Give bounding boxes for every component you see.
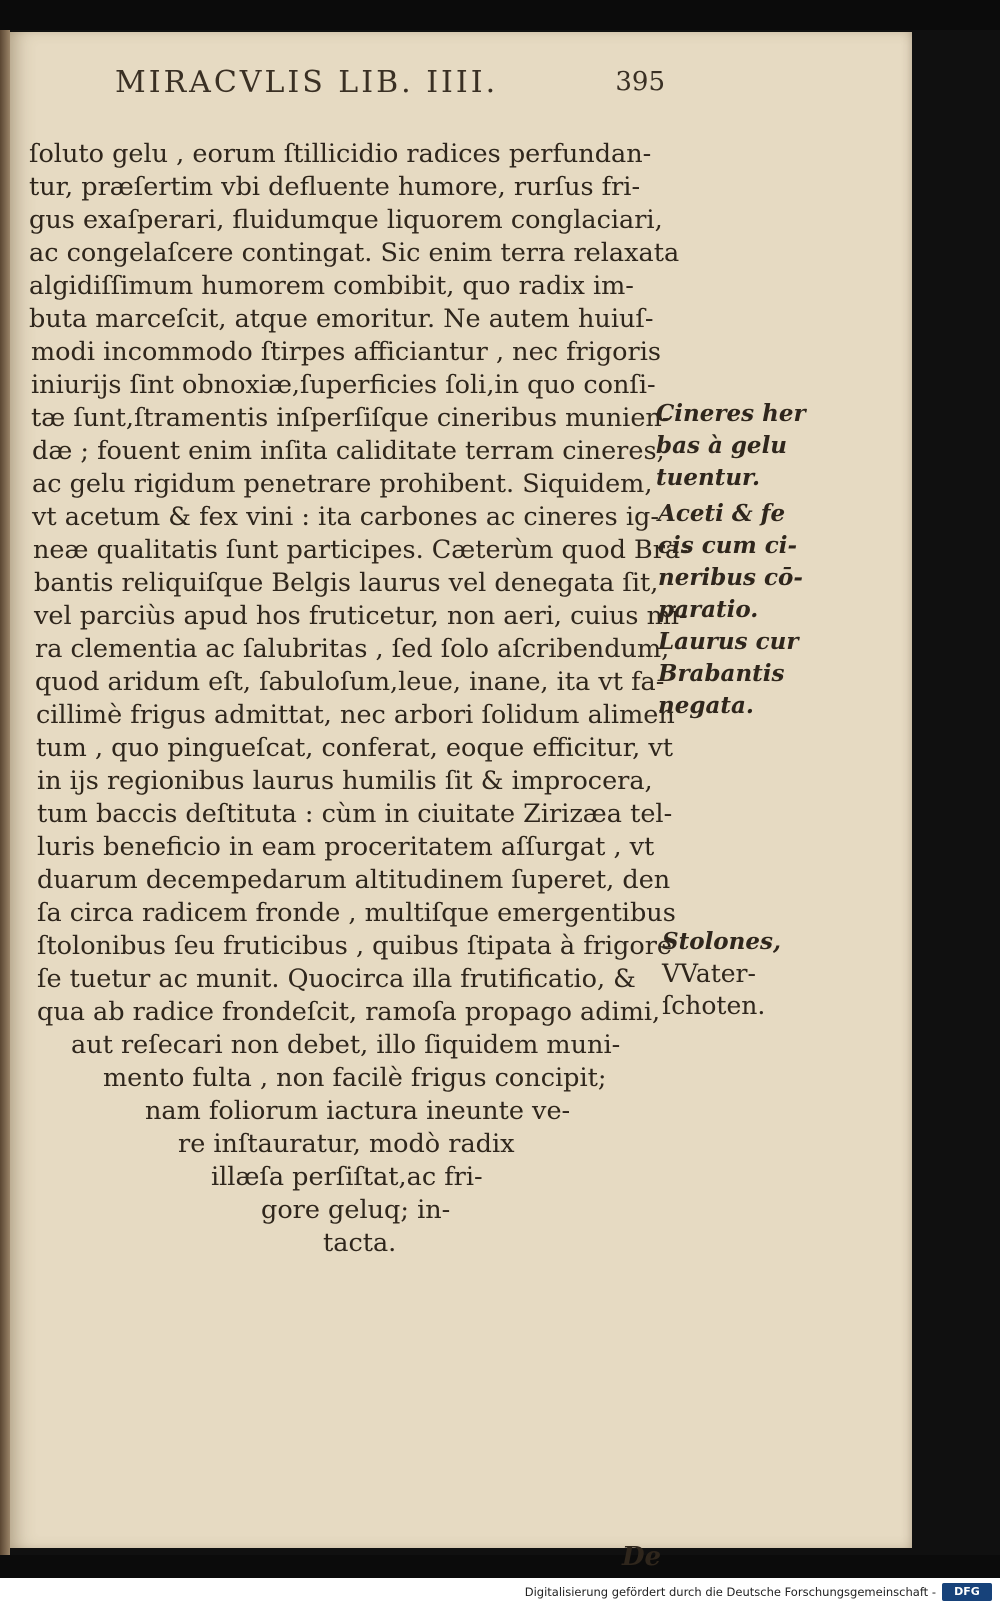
- book-spine: [0, 30, 10, 1555]
- page-number: 395: [615, 67, 665, 97]
- marginal-note: paratio.: [658, 596, 759, 623]
- text-line: re inſtauratur, modò radix: [178, 1129, 515, 1159]
- marginal-note: ſchoten.: [662, 991, 766, 1020]
- text-line: quod aridum eſt, ſabuloſum,leue, inane, ita vt fa-: [35, 667, 665, 697]
- text-line: duarum decempedarum altitudinem ſuperet, den: [37, 865, 671, 895]
- text-line: algidiſſimum humorem combibit, quo radix im-: [29, 271, 634, 301]
- text-line: ac congelaſcere contingat. Sic enim terra relaxata: [29, 238, 680, 268]
- text-line: buta marceſcit, atque emoritur. Ne autem huiuſ-: [29, 304, 654, 334]
- marginal-note: bas à gelu: [656, 432, 788, 459]
- text-line: tacta.: [323, 1228, 397, 1258]
- text-line: vel parciùs apud hos fruticetur, non aeri, cuius mi-: [34, 601, 688, 631]
- marginal-note: Aceti & fe: [658, 500, 786, 527]
- text-line: gore geluq; in-: [261, 1195, 451, 1225]
- text-line: ſa circa radicem fronde , multiſque emergentibus: [37, 898, 676, 928]
- marginal-note: cis cum ci-: [658, 532, 798, 559]
- marginal-note: negata.: [658, 692, 754, 719]
- text-line: cillimè frigus admittat, nec arbori ſolidum alimen: [36, 700, 675, 730]
- text-line: dæ ; fouent enim inſita caliditate terram cineres,: [32, 436, 665, 466]
- page-header: [115, 65, 665, 105]
- text-line: iniurijs ſint obnoxiæ,ſuperficies ſoli,in quo conſi-: [31, 370, 656, 400]
- text-line: nam foliorum iactura ineunte ve-: [145, 1096, 571, 1126]
- marginal-note: Brabantis: [658, 660, 785, 687]
- digitization-footer: [0, 1578, 1000, 1607]
- text-line: in ijs regionibus laurus humilis ſit & improcera,: [37, 766, 653, 796]
- text-line: tum baccis deſtituta : cùm in ciuitate Zirizæa tel-: [37, 799, 673, 829]
- marginal-note: Laurus cur: [658, 628, 799, 655]
- text-line: tum , quo pingueſcat, conferat, eoque efficitur, vt: [36, 733, 674, 763]
- text-line: aut reſecari non debet, illo ſiquidem muni-: [71, 1030, 621, 1060]
- catchword: De: [622, 1542, 662, 1572]
- text-line: ſoluto gelu , eorum ſtillicidio radices perfundan-: [29, 139, 652, 169]
- text-line: neæ qualitatis ſunt participes. Cæterùm quod Bra-: [33, 535, 689, 565]
- text-line: ſe tuetur ac munit. Quocirca illa frutificatio, &: [37, 964, 636, 994]
- text-line: ac gelu rigidum penetrare prohibent. Siquidem,: [32, 469, 653, 499]
- text-line: tur, præſertim vbi defluente humore, rurſus fri-: [29, 172, 641, 202]
- text-line: tæ ſunt,ſtramentis inſperſiſque cineribus munien-: [31, 403, 671, 433]
- text-line: luris beneficio in eam proceritatem aſſurgat , vt: [37, 832, 655, 862]
- marginal-note: Stolones,: [662, 928, 781, 955]
- running-head: MIRACVLIS LIB. IIII.: [115, 65, 499, 100]
- text-line: vt acetum & fex vini : ita carbones ac cineres ig-: [32, 502, 659, 532]
- text-line: qua ab radice frondeſcit, ramoſa propago adimi,: [37, 997, 661, 1027]
- text-line: ra clementia ac ſalubritas , ſed ſolo aſcribendum,: [35, 634, 670, 664]
- text-line: mento fulta , non facilè frigus concipit;: [103, 1063, 607, 1093]
- dfg-logo: DFG: [942, 1583, 992, 1601]
- footer-credit: Digitalisierung gefördert durch die Deutsche Forschungsgemeinschaft -: [524, 1585, 936, 1599]
- text-line: modi incommodo ſtirpes afficiantur , nec frigoris: [31, 337, 661, 367]
- marginal-note: VVater-: [662, 959, 756, 988]
- text-line: gus exaſperari, fluidumque liquorem conglaciari,: [29, 205, 663, 235]
- text-line: ſtolonibus ſeu fruticibus , quibus ſtipata à frigore: [37, 931, 672, 961]
- text-line: bantis reliquiſque Belgis laurus vel denegata ſit,: [34, 568, 659, 598]
- text-line: illæſa perſiſtat,ac fri-: [211, 1162, 483, 1192]
- marginal-note: tuentur.: [656, 464, 761, 491]
- marginal-note: neribus cō-: [658, 564, 803, 591]
- marginal-note: Cineres her: [656, 400, 806, 427]
